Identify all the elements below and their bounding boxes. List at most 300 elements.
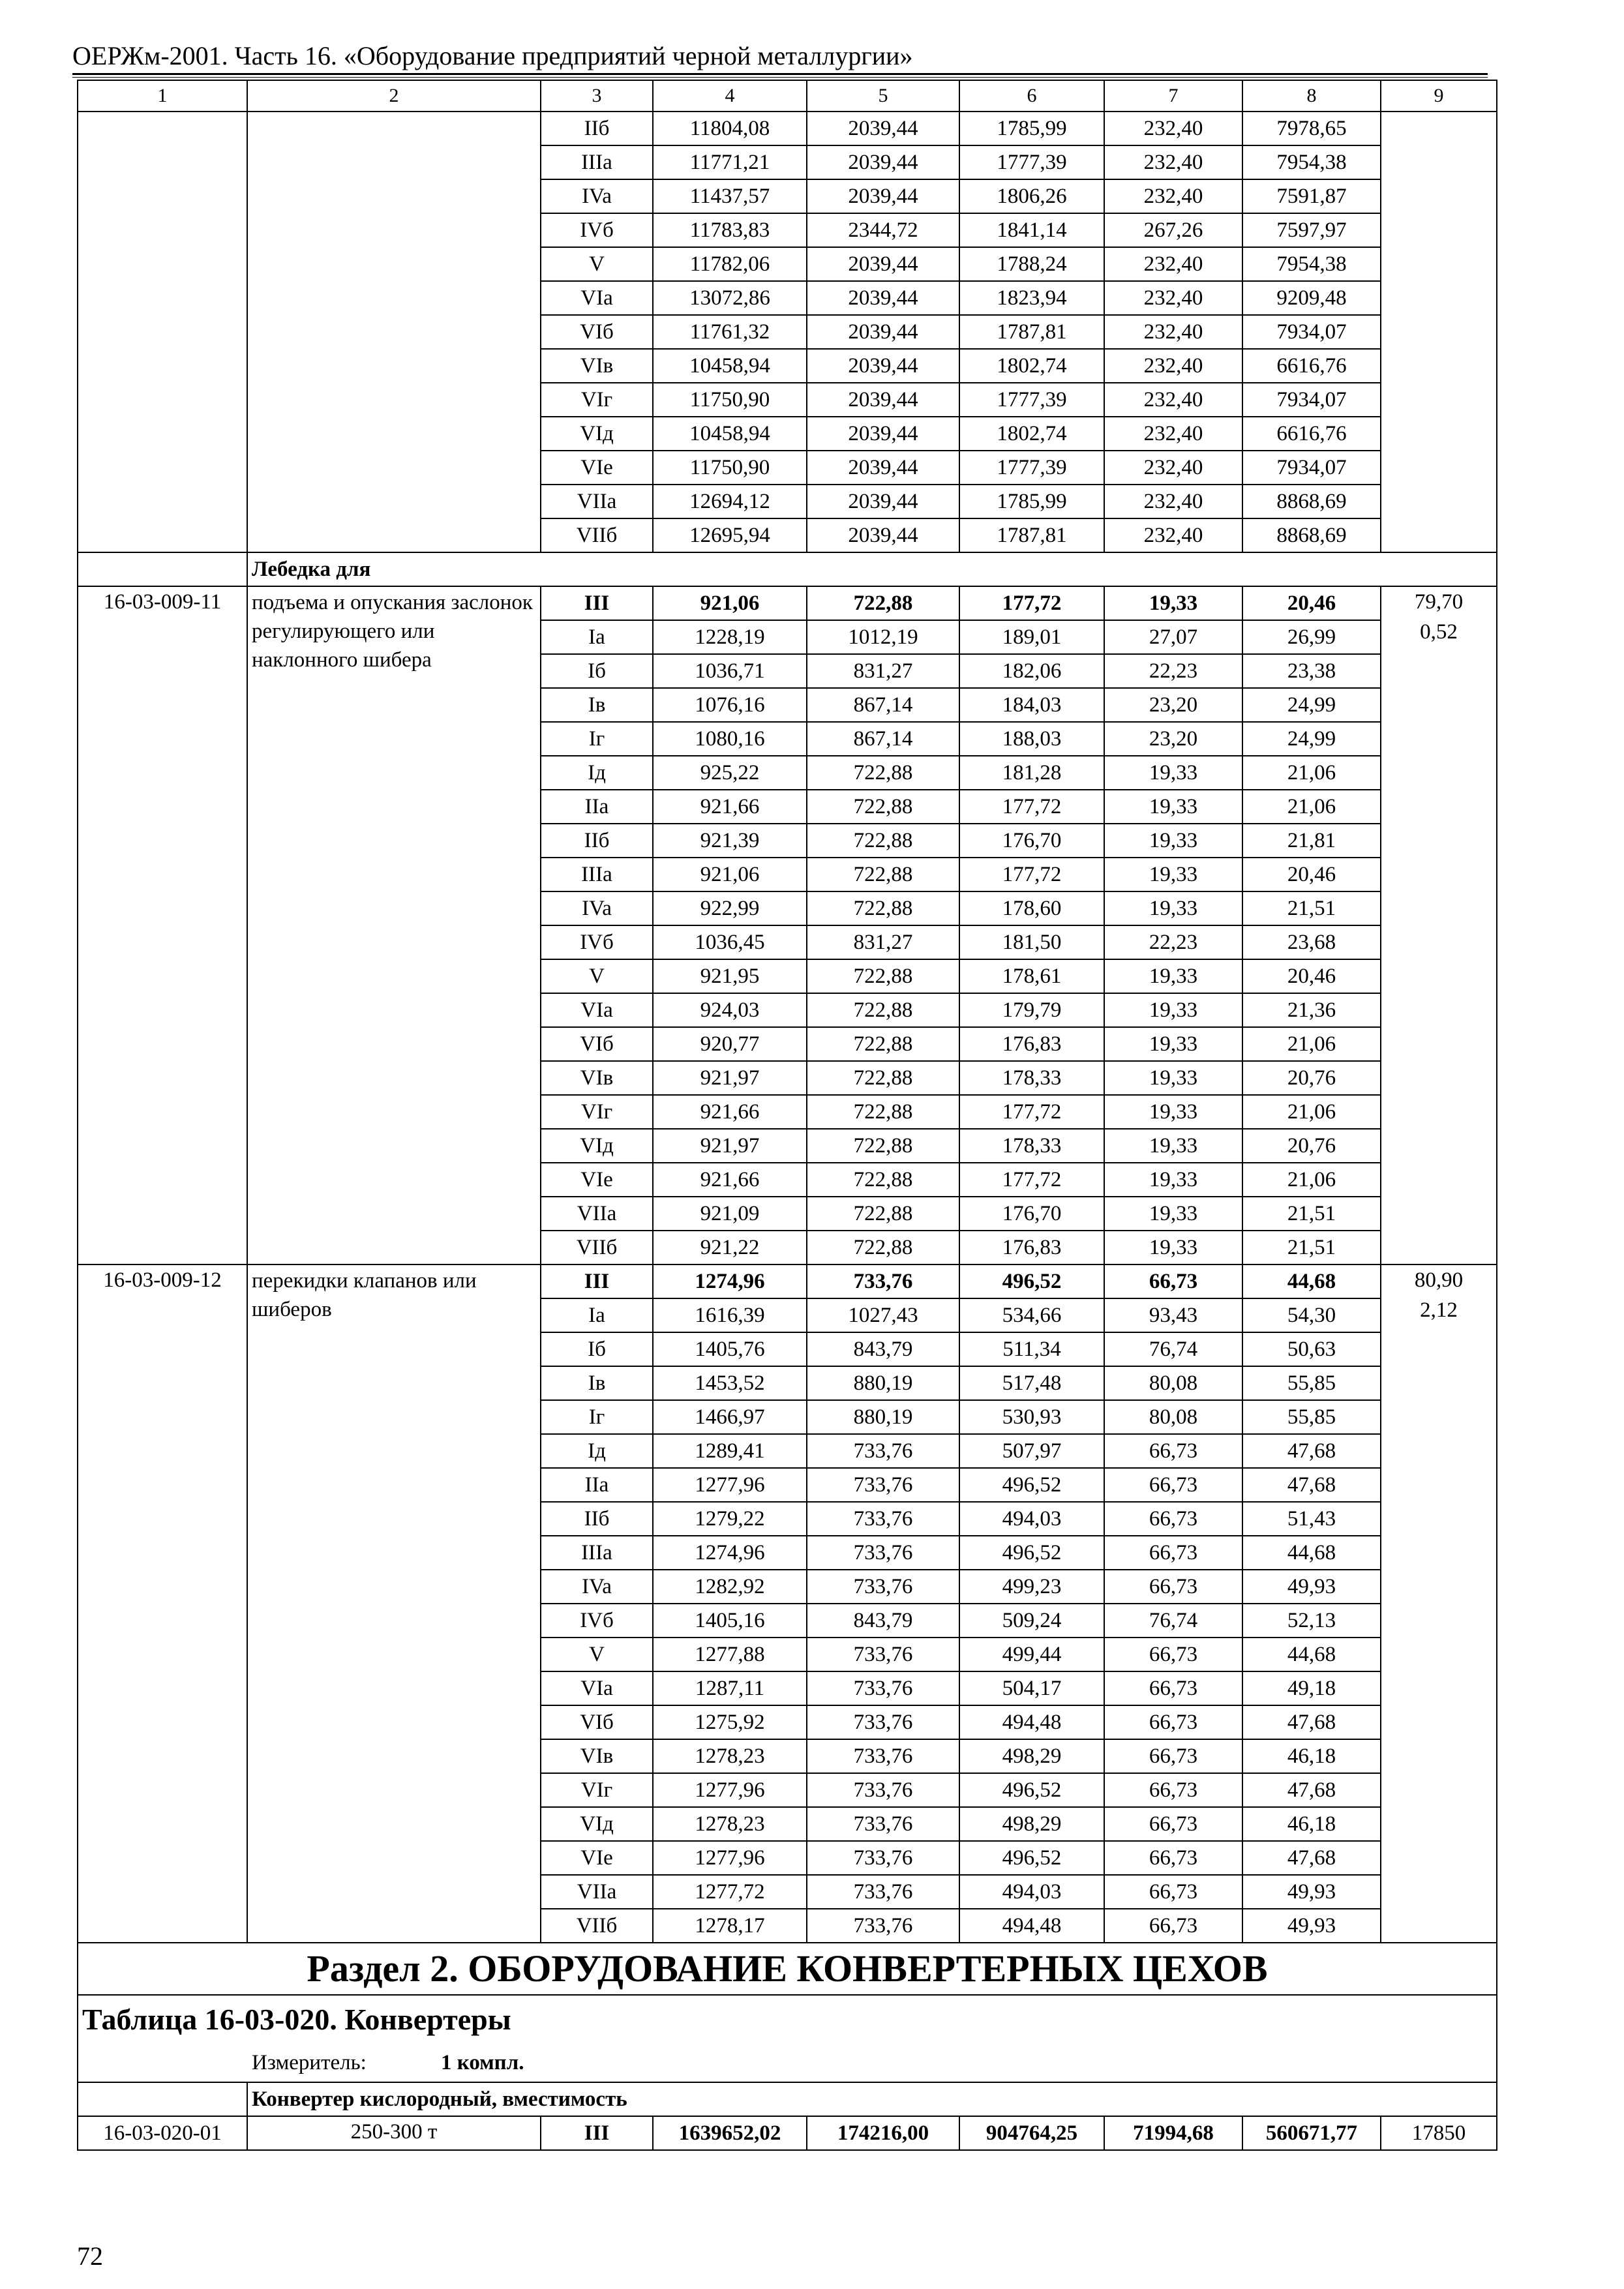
col9-cell: [1381, 112, 1497, 552]
zone-cell: VIд: [541, 417, 653, 451]
value-cell: 66,73: [1104, 1807, 1242, 1841]
col9-cell: [1381, 1264, 1497, 1943]
value-cell: 7934,07: [1242, 451, 1381, 485]
value-cell: 2039,44: [807, 247, 959, 281]
value-cell: 722,88: [807, 1095, 959, 1129]
zone-cell: III: [541, 586, 653, 620]
price-table: [77, 80, 1497, 2151]
value-cell: 93,43: [1104, 1298, 1242, 1332]
value-cell: 11750,90: [653, 383, 807, 417]
zone-cell: V: [541, 1638, 653, 1671]
value-cell: 50,63: [1242, 1332, 1381, 1366]
value-cell: 1027,43: [807, 1298, 959, 1332]
value-cell: 517,48: [959, 1366, 1104, 1400]
zone-cell: VIIa: [541, 1875, 653, 1909]
subheading-row: [78, 552, 1497, 586]
value-cell: 189,01: [959, 620, 1104, 654]
table-row: [78, 2116, 1497, 2150]
value-cell: 1841,14: [959, 213, 1104, 247]
zone-cell: VIг: [541, 383, 653, 417]
value-cell: 504,17: [959, 1671, 1104, 1705]
value-cell: 181,50: [959, 925, 1104, 959]
zone-cell: IVб: [541, 1604, 653, 1638]
value-cell: 23,20: [1104, 688, 1242, 722]
value-cell: 11783,83: [653, 213, 807, 247]
zone-cell: Ia: [541, 1298, 653, 1332]
zone-cell: VIIa: [541, 485, 653, 518]
value-cell: 76,74: [1104, 1604, 1242, 1638]
value-cell: 47,68: [1242, 1841, 1381, 1875]
value-cell: 178,61: [959, 959, 1104, 993]
value-cell: 232,40: [1104, 145, 1242, 179]
zone-cell: IIa: [541, 1468, 653, 1502]
value-cell: 733,76: [807, 1875, 959, 1909]
value-cell: 7934,07: [1242, 315, 1381, 349]
value-cell: 21,81: [1242, 824, 1381, 858]
value-cell: 1806,26: [959, 179, 1104, 213]
value-cell: 26,99: [1242, 620, 1381, 654]
value-cell: 182,06: [959, 654, 1104, 688]
value-cell: 176,83: [959, 1231, 1104, 1264]
value-cell: 66,73: [1104, 1773, 1242, 1807]
value-cell: 498,29: [959, 1739, 1104, 1773]
zone-cell: IIб: [541, 824, 653, 858]
value-cell: 176,70: [959, 824, 1104, 858]
value-cell: 733,76: [807, 1739, 959, 1773]
value-cell: 66,73: [1104, 1705, 1242, 1739]
value-cell: 921,97: [653, 1129, 807, 1163]
value-cell: 80,08: [1104, 1400, 1242, 1434]
zone-cell: Iб: [541, 1332, 653, 1366]
value-cell: 7954,38: [1242, 145, 1381, 179]
value-cell: 1274,96: [653, 1536, 807, 1570]
value-cell: 8868,69: [1242, 485, 1381, 518]
value-cell: 867,14: [807, 688, 959, 722]
value-cell: 66,73: [1104, 1909, 1242, 1943]
value-cell: 1616,39: [653, 1298, 807, 1332]
value-cell: 2344,72: [807, 213, 959, 247]
value-cell: 904764,25: [959, 2116, 1104, 2150]
column-number: 1: [78, 80, 247, 112]
subheading-winch: Лебедка для: [247, 552, 1497, 586]
value-cell: 11804,08: [653, 112, 807, 145]
value-cell: 880,19: [807, 1366, 959, 1400]
value-cell: 178,60: [959, 891, 1104, 925]
value-cell: 921,66: [653, 790, 807, 824]
column-number: 6: [959, 80, 1104, 112]
value-cell: 1278,23: [653, 1807, 807, 1841]
zone-cell: IVa: [541, 1570, 653, 1604]
value-cell: 49,93: [1242, 1570, 1381, 1604]
value-cell: 494,03: [959, 1875, 1104, 1909]
zone-cell: VIб: [541, 315, 653, 349]
value-cell: 1787,81: [959, 315, 1104, 349]
value-cell: 177,72: [959, 1095, 1104, 1129]
value-cell: 733,76: [807, 1434, 959, 1468]
value-cell: 19,33: [1104, 1095, 1242, 1129]
value-cell: 49,93: [1242, 1875, 1381, 1909]
value-cell: 21,06: [1242, 1027, 1381, 1061]
zone-cell: IVб: [541, 925, 653, 959]
value-cell: 560671,77: [1242, 2116, 1381, 2150]
value-cell: 12695,94: [653, 518, 807, 552]
value-cell: 507,97: [959, 1434, 1104, 1468]
value-cell: 176,83: [959, 1027, 1104, 1061]
value-cell: 11750,90: [653, 451, 807, 485]
page-number: 72: [77, 2241, 103, 2271]
value-cell: 12694,12: [653, 485, 807, 518]
value-cell: 1777,39: [959, 145, 1104, 179]
value-cell: 1228,19: [653, 620, 807, 654]
subheading-row: [78, 2082, 1497, 2116]
value-cell: 232,40: [1104, 281, 1242, 315]
value-cell: 1405,76: [653, 1332, 807, 1366]
description-cell: [247, 1264, 541, 1943]
value-cell: 1279,22: [653, 1502, 807, 1536]
value-cell: 49,93: [1242, 1909, 1381, 1943]
value-cell: 1466,97: [653, 1400, 807, 1434]
value-cell: 66,73: [1104, 1570, 1242, 1604]
zone-cell: VIIб: [541, 1231, 653, 1264]
column-number: 2: [247, 80, 541, 112]
header-rule: [72, 73, 1488, 75]
value-cell: 733,76: [807, 1468, 959, 1502]
value-cell: 921,95: [653, 959, 807, 993]
value-cell: 733,76: [807, 1773, 959, 1807]
value-cell: 232,40: [1104, 417, 1242, 451]
section-row: [78, 1943, 1497, 1995]
value-cell: 2039,44: [807, 451, 959, 485]
value-cell: 722,88: [807, 790, 959, 824]
code-cell: 16-03-009-12: [78, 1264, 247, 1943]
zone-cell: Iб: [541, 654, 653, 688]
column-number: 4: [653, 80, 807, 112]
value-cell: 1277,96: [653, 1773, 807, 1807]
col9-value: 2,12: [1420, 1298, 1458, 1322]
value-cell: 66,73: [1104, 1875, 1242, 1909]
value-cell: 66,73: [1104, 1434, 1242, 1468]
value-cell: 21,51: [1242, 1197, 1381, 1231]
value-cell: 733,76: [807, 1909, 959, 1943]
value-cell: 1282,92: [653, 1570, 807, 1604]
value-cell: 9209,48: [1242, 281, 1381, 315]
value-cell: 1777,39: [959, 451, 1104, 485]
value-cell: 496,52: [959, 1264, 1104, 1298]
value-cell: 22,23: [1104, 925, 1242, 959]
value-cell: 1278,17: [653, 1909, 807, 1943]
measure-label: Измеритель:: [252, 2051, 367, 2074]
zone-cell: VIб: [541, 1705, 653, 1739]
value-cell: 181,28: [959, 756, 1104, 790]
value-cell: 733,76: [807, 1570, 959, 1604]
value-cell: 20,76: [1242, 1061, 1381, 1095]
value-cell: 1453,52: [653, 1366, 807, 1400]
code-cell: 16-03-020-01: [78, 2116, 247, 2150]
zone-cell: VIд: [541, 1807, 653, 1841]
value-cell: 831,27: [807, 654, 959, 688]
value-cell: 7934,07: [1242, 383, 1381, 417]
value-cell: 1278,23: [653, 1739, 807, 1773]
value-cell: 52,13: [1242, 1604, 1381, 1638]
value-cell: 44,68: [1242, 1638, 1381, 1671]
table-row: [78, 1264, 1497, 1298]
value-cell: 2039,44: [807, 179, 959, 213]
value-cell: 1802,74: [959, 417, 1104, 451]
value-cell: 47,68: [1242, 1773, 1381, 1807]
value-cell: 27,07: [1104, 620, 1242, 654]
value-cell: 1823,94: [959, 281, 1104, 315]
column-number: 9: [1381, 80, 1497, 112]
value-cell: 733,76: [807, 1841, 959, 1875]
value-cell: 179,79: [959, 993, 1104, 1027]
value-cell: 921,97: [653, 1061, 807, 1095]
value-cell: 11761,32: [653, 315, 807, 349]
value-cell: 722,88: [807, 824, 959, 858]
table-row: [78, 586, 1497, 620]
value-cell: 1639652,02: [653, 2116, 807, 2150]
value-cell: 722,88: [807, 891, 959, 925]
value-cell: 66,73: [1104, 1638, 1242, 1671]
column-number: 3: [541, 80, 653, 112]
value-cell: 1076,16: [653, 688, 807, 722]
value-cell: 49,18: [1242, 1671, 1381, 1705]
value-cell: 921,39: [653, 824, 807, 858]
value-cell: 843,79: [807, 1604, 959, 1638]
value-cell: 20,76: [1242, 1129, 1381, 1163]
value-cell: 19,33: [1104, 1027, 1242, 1061]
value-cell: 1275,92: [653, 1705, 807, 1739]
code-cell: 16-03-009-11: [78, 586, 247, 1264]
value-cell: 66,73: [1104, 1841, 1242, 1875]
value-cell: 2039,44: [807, 518, 959, 552]
code-cell: [78, 112, 247, 552]
zone-cell: III: [541, 2116, 653, 2150]
zone-cell: VIг: [541, 1773, 653, 1807]
value-cell: 920,77: [653, 1027, 807, 1061]
value-cell: 921,06: [653, 586, 807, 620]
value-cell: 722,88: [807, 1197, 959, 1231]
value-cell: 496,52: [959, 1773, 1104, 1807]
value-cell: 880,19: [807, 1400, 959, 1434]
value-cell: 11771,21: [653, 145, 807, 179]
value-cell: 66,73: [1104, 1536, 1242, 1570]
zone-cell: Iг: [541, 722, 653, 756]
value-cell: 66,73: [1104, 1671, 1242, 1705]
value-cell: 499,44: [959, 1638, 1104, 1671]
value-cell: 1036,45: [653, 925, 807, 959]
zone-cell: VIIб: [541, 1909, 653, 1943]
value-cell: 1405,16: [653, 1604, 807, 1638]
value-cell: 733,76: [807, 1807, 959, 1841]
zone-cell: VIг: [541, 1095, 653, 1129]
value-cell: 722,88: [807, 1027, 959, 1061]
col9-cell: [1381, 586, 1497, 1264]
value-cell: 530,93: [959, 1400, 1104, 1434]
value-cell: 24,99: [1242, 722, 1381, 756]
value-cell: 722,88: [807, 959, 959, 993]
value-cell: 7597,97: [1242, 213, 1381, 247]
value-cell: 11437,57: [653, 179, 807, 213]
zone-cell: VIв: [541, 349, 653, 383]
zone-cell: VIIa: [541, 1197, 653, 1231]
value-cell: 24,99: [1242, 688, 1381, 722]
measure-value: 1 компл.: [441, 2051, 524, 2074]
value-cell: 1787,81: [959, 518, 1104, 552]
value-cell: 13072,86: [653, 281, 807, 315]
value-cell: 66,73: [1104, 1502, 1242, 1536]
value-cell: 232,40: [1104, 112, 1242, 145]
blank-cell: [78, 552, 247, 586]
value-cell: 23,38: [1242, 654, 1381, 688]
value-cell: 1012,19: [807, 620, 959, 654]
value-cell: 47,68: [1242, 1468, 1381, 1502]
value-cell: 733,76: [807, 1671, 959, 1705]
value-cell: 22,23: [1104, 654, 1242, 688]
value-cell: 47,68: [1242, 1434, 1381, 1468]
value-cell: 722,88: [807, 1129, 959, 1163]
value-cell: 921,22: [653, 1231, 807, 1264]
value-cell: 7591,87: [1242, 179, 1381, 213]
header-rule-thin: [72, 77, 1488, 78]
value-cell: 267,26: [1104, 213, 1242, 247]
table-title: Таблица 16-03-020. Конвертеры: [78, 1995, 1497, 2044]
value-cell: 23,20: [1104, 722, 1242, 756]
value-cell: 925,22: [653, 756, 807, 790]
value-cell: 7954,38: [1242, 247, 1381, 281]
value-cell: 1802,74: [959, 349, 1104, 383]
value-cell: 76,74: [1104, 1332, 1242, 1366]
value-cell: 19,33: [1104, 858, 1242, 891]
zone-cell: Iг: [541, 1400, 653, 1434]
value-cell: 2039,44: [807, 485, 959, 518]
value-cell: 232,40: [1104, 315, 1242, 349]
zone-cell: IVб: [541, 213, 653, 247]
value-cell: 21,06: [1242, 756, 1381, 790]
value-cell: 733,76: [807, 1264, 959, 1298]
zone-cell: V: [541, 247, 653, 281]
description-cell: 250-300 т: [247, 2116, 541, 2150]
zone-cell: IIIa: [541, 145, 653, 179]
zone-cell: Iв: [541, 688, 653, 722]
value-cell: 924,03: [653, 993, 807, 1027]
zone-cell: IVa: [541, 179, 653, 213]
value-cell: 922,99: [653, 891, 807, 925]
value-cell: 55,85: [1242, 1366, 1381, 1400]
value-cell: 733,76: [807, 1502, 959, 1536]
zone-cell: VIд: [541, 1129, 653, 1163]
column-number: 5: [807, 80, 959, 112]
description-cell: [247, 112, 541, 552]
value-cell: 2039,44: [807, 349, 959, 383]
table-title-row: [78, 1995, 1497, 2044]
value-cell: 7978,65: [1242, 112, 1381, 145]
value-cell: 19,33: [1104, 824, 1242, 858]
value-cell: 19,33: [1104, 959, 1242, 993]
value-cell: 176,70: [959, 1197, 1104, 1231]
measure-row: [78, 2044, 1497, 2082]
blank-cell: [78, 2082, 247, 2116]
value-cell: 1277,96: [653, 1841, 807, 1875]
zone-cell: VIa: [541, 281, 653, 315]
zone-cell: VIe: [541, 1841, 653, 1875]
value-cell: 1785,99: [959, 485, 1104, 518]
value-cell: 232,40: [1104, 179, 1242, 213]
value-cell: 1277,88: [653, 1638, 807, 1671]
zone-cell: VIa: [541, 1671, 653, 1705]
value-cell: 55,85: [1242, 1400, 1381, 1434]
value-cell: 1777,39: [959, 383, 1104, 417]
value-cell: 21,51: [1242, 891, 1381, 925]
value-cell: 2039,44: [807, 315, 959, 349]
subheading-converter: Конвертер кислородный, вместимость: [247, 2082, 1497, 2116]
value-cell: 722,88: [807, 858, 959, 891]
value-cell: 722,88: [807, 1231, 959, 1264]
value-cell: 2039,44: [807, 281, 959, 315]
value-cell: 1036,71: [653, 654, 807, 688]
description-text: подъема и опускания заслонок регулирующего или наклонного шибера: [252, 591, 533, 672]
value-cell: 494,48: [959, 1909, 1104, 1943]
value-cell: 232,40: [1104, 383, 1242, 417]
column-number: 7: [1104, 80, 1242, 112]
zone-cell: VIe: [541, 451, 653, 485]
value-cell: 177,72: [959, 858, 1104, 891]
value-cell: 19,33: [1104, 1231, 1242, 1264]
value-cell: 232,40: [1104, 349, 1242, 383]
value-cell: 509,24: [959, 1604, 1104, 1638]
value-cell: 51,43: [1242, 1502, 1381, 1536]
value-cell: 722,88: [807, 756, 959, 790]
value-cell: 44,68: [1242, 1264, 1381, 1298]
value-cell: 722,88: [807, 993, 959, 1027]
value-cell: 511,34: [959, 1332, 1104, 1366]
value-cell: 46,18: [1242, 1739, 1381, 1773]
value-cell: 19,33: [1104, 1061, 1242, 1095]
value-cell: 733,76: [807, 1536, 959, 1570]
description-text: перекидки клапанов или шиберов: [252, 1269, 477, 1321]
value-cell: 177,72: [959, 586, 1104, 620]
value-cell: 921,06: [653, 858, 807, 891]
value-cell: 2039,44: [807, 383, 959, 417]
value-cell: 21,06: [1242, 790, 1381, 824]
value-cell: 20,46: [1242, 959, 1381, 993]
value-cell: 867,14: [807, 722, 959, 756]
value-cell: 1274,96: [653, 1264, 807, 1298]
col9-value: 80,90: [1414, 1268, 1464, 1292]
value-cell: 232,40: [1104, 485, 1242, 518]
section-title: Раздел 2. ОБОРУДОВАНИЕ КОНВЕРТЕРНЫХ ЦЕХОВ: [78, 1943, 1497, 1995]
value-cell: 21,06: [1242, 1095, 1381, 1129]
value-cell: 921,66: [653, 1163, 807, 1197]
value-cell: 1289,41: [653, 1434, 807, 1468]
value-cell: 177,72: [959, 790, 1104, 824]
value-cell: 232,40: [1104, 247, 1242, 281]
column-number: 8: [1242, 80, 1381, 112]
value-cell: 496,52: [959, 1536, 1104, 1570]
zone-cell: IIб: [541, 1502, 653, 1536]
value-cell: 184,03: [959, 688, 1104, 722]
value-cell: 496,52: [959, 1468, 1104, 1502]
value-cell: 494,03: [959, 1502, 1104, 1536]
zone-cell: VIв: [541, 1061, 653, 1095]
value-cell: 1785,99: [959, 112, 1104, 145]
value-cell: 1080,16: [653, 722, 807, 756]
value-cell: 21,06: [1242, 1163, 1381, 1197]
value-cell: 188,03: [959, 722, 1104, 756]
value-cell: 232,40: [1104, 451, 1242, 485]
value-cell: 10458,94: [653, 349, 807, 383]
value-cell: 498,29: [959, 1807, 1104, 1841]
zone-cell: Iв: [541, 1366, 653, 1400]
